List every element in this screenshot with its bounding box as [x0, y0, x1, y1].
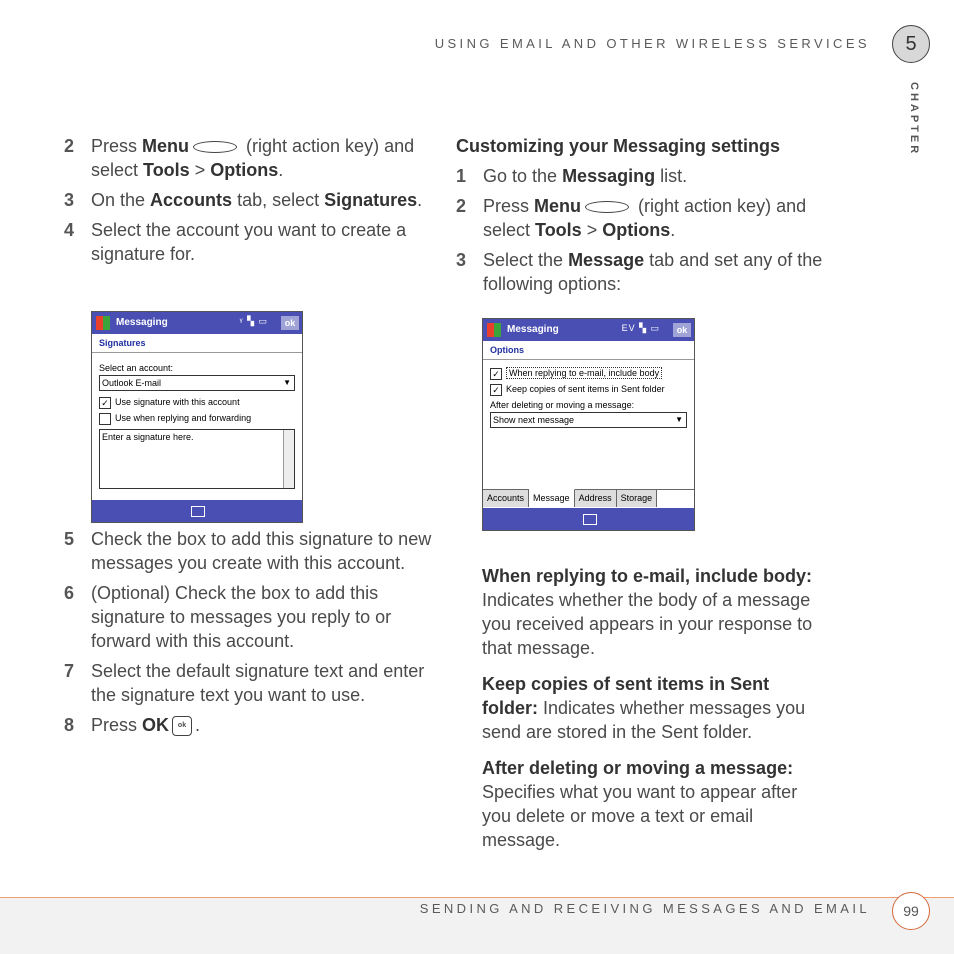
- option-description: When replying to e-mail, include body: Indicates whether the body of a message you received appears in your response to that message.: [482, 566, 813, 658]
- tab-message[interactable]: Message: [529, 489, 575, 507]
- step: 8 Press OK ok .: [64, 715, 201, 735]
- right-action-key-icon: [193, 141, 237, 153]
- signature-textarea[interactable]: Enter a signature here.: [99, 429, 295, 489]
- screen-subhead: Signatures: [92, 334, 302, 353]
- screen-subhead: Options: [483, 341, 694, 360]
- keyboard-icon[interactable]: [191, 506, 205, 517]
- signal-icon: EV ▚ ▭: [621, 323, 660, 333]
- ok-button[interactable]: ok: [281, 316, 299, 330]
- dropdown-arrow-icon: ▼: [283, 378, 291, 387]
- running-header: USING EMAIL AND OTHER WIRELESS SERVICES: [434, 36, 870, 51]
- step: 2 Press Menu (right action key) and select Tools > Options.: [64, 136, 415, 180]
- ok-button[interactable]: ok: [673, 323, 691, 337]
- after-deleting-dropdown[interactable]: Show next message ▼: [490, 412, 687, 428]
- step: 3 On the Accounts tab, select Signatures.: [64, 190, 423, 210]
- ok-key-icon: ok: [172, 716, 192, 736]
- step: 4 Select the account you want to create a signature for.: [64, 220, 407, 264]
- use-when-replying-checkbox[interactable]: Use when replying and forwarding: [99, 411, 295, 425]
- option-description: After deleting or moving a message: Specifies what you want to appear after you delete or move a text or email message.: [482, 758, 798, 850]
- after-deleting-label: After deleting or moving a message:: [490, 400, 635, 410]
- tab-storage[interactable]: Storage: [617, 490, 658, 507]
- step: 5 Check the box to add this signature to new messages you create with this account.: [64, 529, 432, 573]
- dropdown-arrow-icon: ▼: [675, 415, 683, 424]
- title-bar: Messaging EV ▚ ▭ ok: [483, 319, 694, 341]
- keep-copies-checkbox[interactable]: ✓ Keep copies of sent items in Sent folder: [490, 382, 687, 396]
- step: 3 Select the Message tab and set any of the following options:: [456, 250, 823, 294]
- options-screenshot: [482, 318, 695, 531]
- page-number: 99: [892, 892, 930, 930]
- windows-flag-icon: [96, 316, 110, 330]
- section-heading: Customizing your Messaging settings: [456, 136, 781, 156]
- tab-bar: [483, 489, 694, 508]
- chapter-number: 5: [892, 25, 930, 63]
- bottom-bar: [483, 508, 694, 530]
- step: 6 (Optional) Check the box to add this signature to messages you reply to or forward with this account.: [64, 583, 392, 651]
- account-dropdown[interactable]: Outlook E-mail ▼: [99, 375, 295, 391]
- signal-icon: ᵞ ▚ ▭: [239, 316, 268, 326]
- include-body-checkbox[interactable]: ✓ When replying to e-mail, include body: [490, 366, 687, 380]
- right-action-key-icon: [585, 201, 629, 213]
- use-signature-checkbox[interactable]: ✓ Use signature with this account: [99, 395, 295, 409]
- tab-accounts[interactable]: Accounts: [483, 490, 529, 507]
- windows-flag-icon: [487, 323, 501, 337]
- signatures-screenshot: [91, 311, 303, 523]
- step: 2 Press Menu (right action key) and select Tools > Options.: [456, 196, 807, 240]
- step: 7 Select the default signature text and enter the signature text you want to use.: [64, 661, 425, 705]
- running-footer: SENDING AND RECEIVING MESSAGES AND EMAIL: [419, 901, 870, 916]
- account-label: Select an account:: [99, 363, 174, 373]
- option-description: Keep copies of sent items in Sent folder: Indicates whether messages you send are stored in the Sent folder.: [482, 674, 806, 742]
- keyboard-icon[interactable]: [583, 514, 597, 525]
- title-bar: Messaging ᵞ ▚ ▭ ok: [92, 312, 302, 334]
- bottom-bar: [92, 500, 302, 522]
- step: 1 Go to the Messaging list.: [456, 166, 688, 186]
- checkmark-icon: ✓: [490, 384, 502, 396]
- chapter-label: CHAPTER: [908, 82, 920, 157]
- checkmark-icon: ✓: [99, 397, 111, 409]
- checkmark-icon: ✓: [490, 368, 502, 380]
- tab-address[interactable]: Address: [575, 490, 617, 507]
- scrollbar[interactable]: [283, 430, 294, 488]
